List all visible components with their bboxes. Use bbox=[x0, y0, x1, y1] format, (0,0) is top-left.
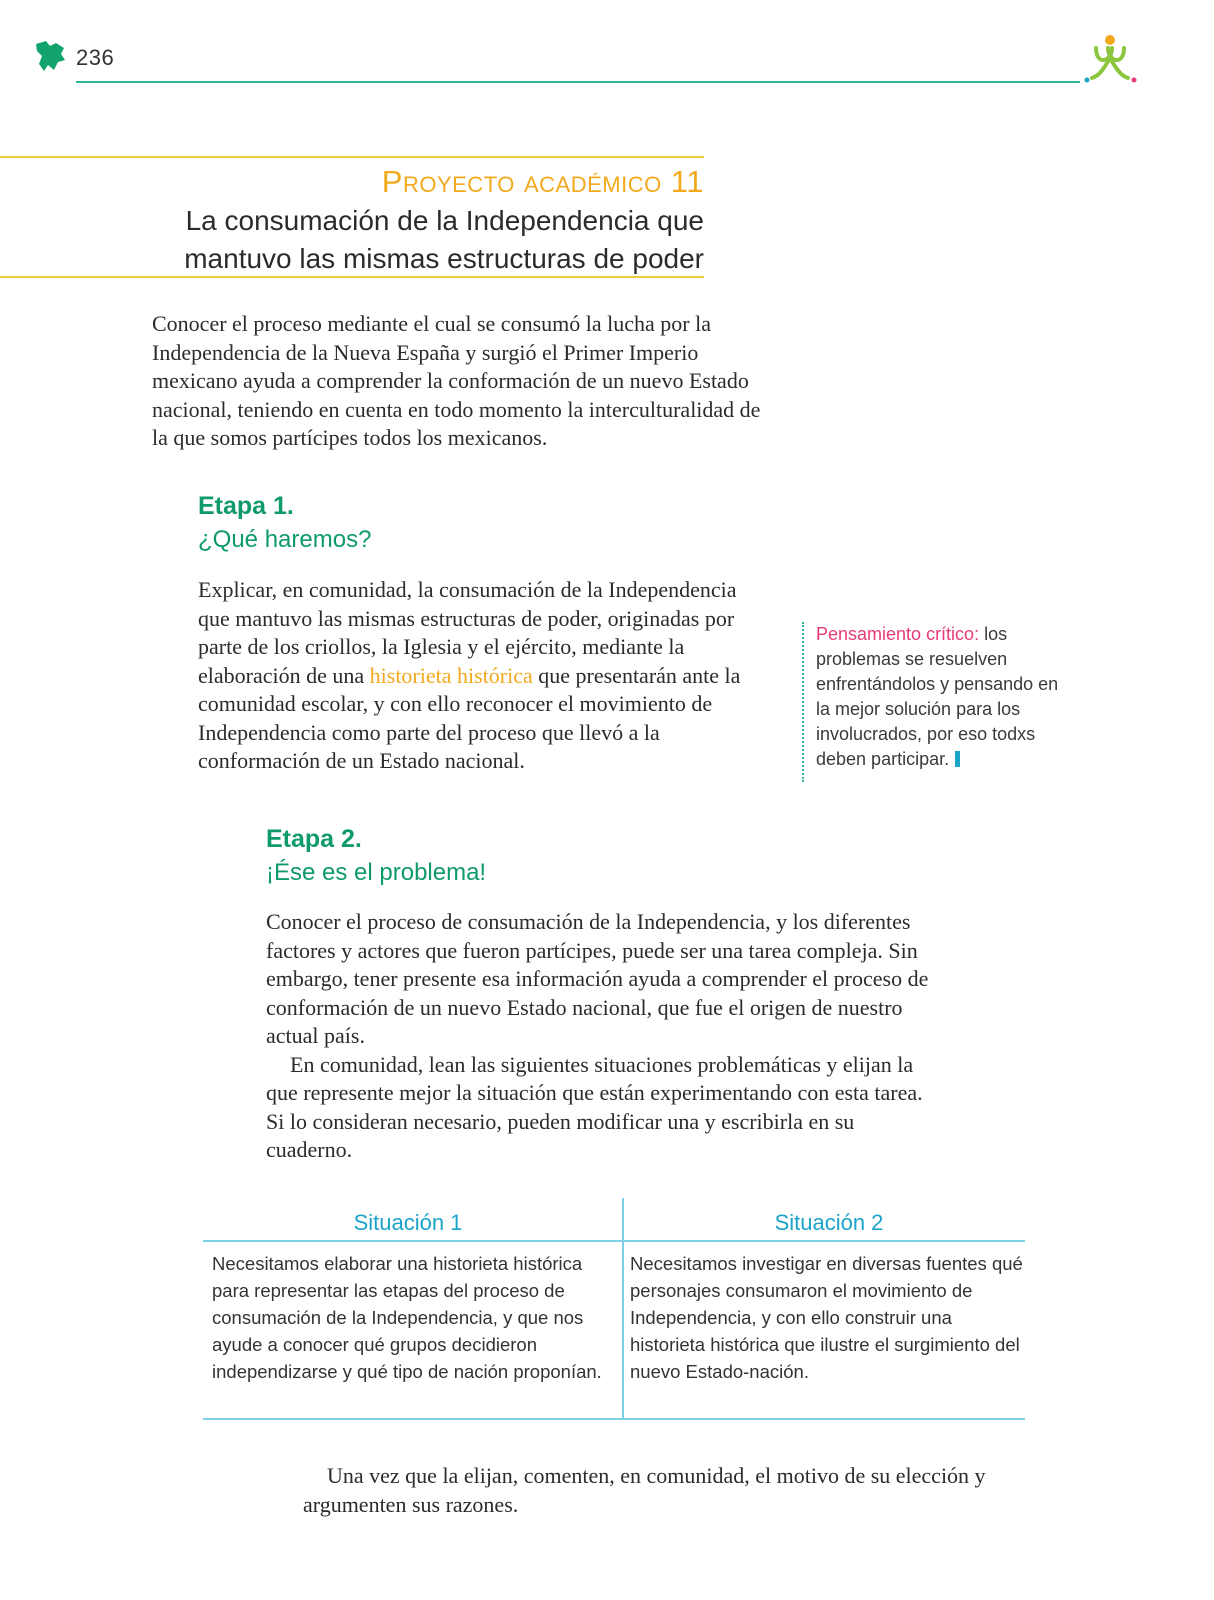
mexico-map-icon bbox=[34, 38, 68, 74]
intro-paragraph: Conocer el proceso mediante el cual se consumó la lucha por la Independencia de la Nueva España y surgió el Primer Imperio mexicano ayuda a comprender la conformación de un nuevo Estado nacional, teniendo en cuenta en todo momento la interculturalidad de la que somos partícipes todos los mexicanos. bbox=[152, 311, 761, 450]
etapa1-text-before: Explicar, en comunidad, la consumación de la Independencia que mantuvo las mismas estructuras de poder, originadas por parte de los criollos, la Iglesia y el ejército, mediante la elaboración de una bbox=[198, 577, 737, 688]
situation-1-heading: Situación 1 bbox=[353, 1210, 463, 1235]
etapa1-highlight: historieta histórica bbox=[369, 662, 533, 688]
brand-logo-icon bbox=[1082, 32, 1140, 86]
situations-header-rule bbox=[203, 1240, 1025, 1242]
project-title: La consumación de la Independencia que mantuvo las mismas estructuras de poder bbox=[184, 205, 704, 274]
sidebar-label: Pensamiento crítico: bbox=[816, 624, 980, 644]
end-mark-icon bbox=[955, 751, 960, 767]
sidebar-text: los problemas se resuelven enfrentándolos y pensando en la mejor solución para los involucrados, por eso todxs deben participar. bbox=[816, 624, 1059, 769]
header-rule bbox=[76, 81, 1080, 83]
critical-thinking-note bbox=[802, 622, 1068, 782]
etapa1-subtitle: ¿Qué haremos? bbox=[198, 526, 372, 553]
etapa1-text-after: que presentarán ante la comunidad escolar, y con ello reconocer el movimiento de Independencia como parte del proceso que llevó a la conformación de un Estado nacional. bbox=[198, 662, 741, 773]
etapa2-title: Etapa 2. bbox=[266, 825, 362, 853]
etapa2-subtitle: ¡Ése es el problema! bbox=[266, 859, 487, 886]
page-number: 236 bbox=[76, 45, 115, 70]
situation-1-text: Necesitamos elaborar una historieta histórica para representar las etapas del proceso de consumación de la Independencia, y que nos ayude a conocer qué grupos decidieron independizarse y qué tipo de nación proponían. bbox=[212, 1253, 602, 1382]
closing-paragraph: Una vez que la elijan, comenten, en comunidad, el motivo de su elección y argumenten sus razones. bbox=[303, 1463, 986, 1517]
situation-2-heading: Situación 2 bbox=[774, 1210, 884, 1235]
project-label: Proyecto académico 11 bbox=[381, 164, 704, 199]
etapa1-title: Etapa 1. bbox=[198, 492, 294, 520]
etapa1-paragraph bbox=[198, 576, 768, 776]
etapa2-paragraph-2: En comunidad, lean las siguientes situaciones problemáticas y elijan la que represente mejor la situación que están experimentando con esta tarea. Si lo consideran necesario, pueden modificar una y escribirla en su cuaderno. bbox=[266, 1051, 923, 1162]
project-title-block bbox=[0, 156, 704, 278]
etapa2-paragraph-1: Conocer el proceso de consumación de la Independencia, y los diferentes factores y actores que fueron partícipes, puede ser una tarea compleja. Sin embargo, tener presente esa información ayuda a comprender el proceso de conformación de un nuevo Estado nacional, que fue el origen de nuestro actual país. bbox=[266, 909, 929, 1048]
situation-2-text: Necesitamos investigar en diversas fuentes qué personajes consumaron el movimiento de Independencia, y con ello construir una historieta histórica que ilustre el surgimiento del nuevo Estado-nación. bbox=[630, 1253, 1023, 1382]
etapa2-body bbox=[266, 908, 936, 1165]
